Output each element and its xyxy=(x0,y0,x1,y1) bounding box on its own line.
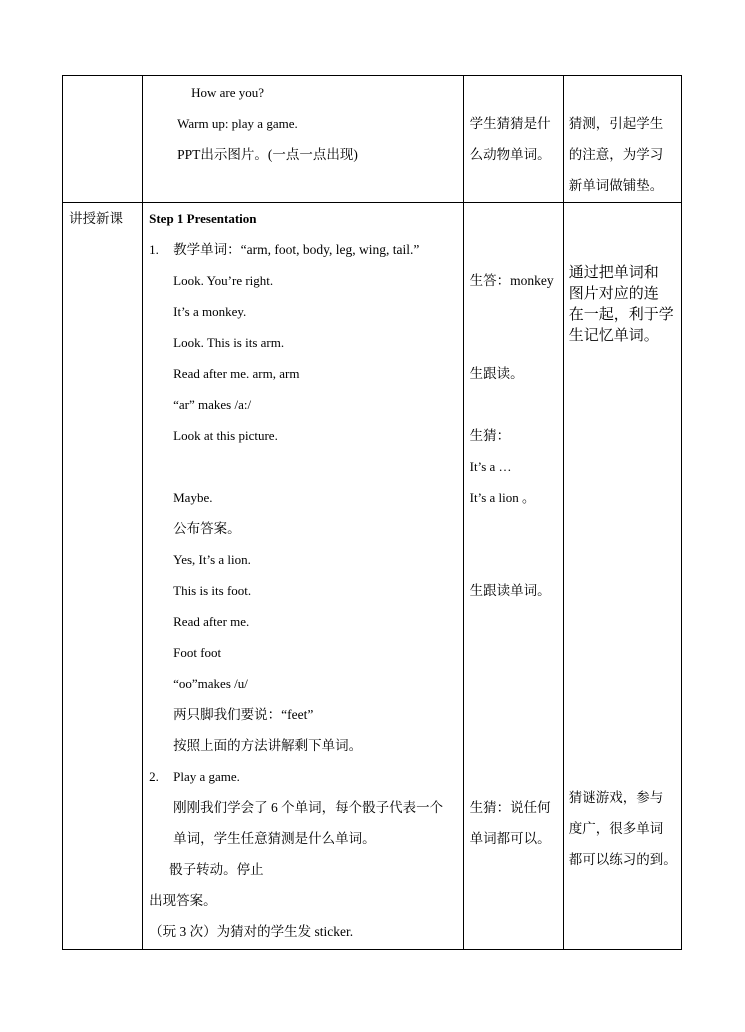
content-line: This is its foot. xyxy=(173,583,252,598)
activity-line: It’s a lion 。 xyxy=(469,490,535,505)
content-line: 单词，学生任意猜测是什么单词。 xyxy=(173,831,376,846)
purpose-line: 新单词做铺垫。 xyxy=(568,178,664,193)
purpose-line: 在一起，利于学 xyxy=(568,307,674,323)
purpose-line: 图片对应的连 xyxy=(568,286,659,302)
content-line: 公布答案。 xyxy=(173,521,241,536)
content-line: Yes, It’s a lion. xyxy=(173,552,251,567)
activity-line: 单词都可以。 xyxy=(469,831,551,846)
activity-line: 生猜： xyxy=(469,428,511,443)
purpose-line: 度广，很多单词 xyxy=(568,821,664,836)
content-line: Look at this picture. xyxy=(173,428,278,443)
content-line: 两只脚我们要说：“feet” xyxy=(173,707,314,722)
content-line: 按照上面的方法讲解剩下单词。 xyxy=(173,738,363,753)
content-line: 刚刚我们学会了 6 个单词，每个骰子代表一个 xyxy=(173,800,444,815)
table-row xyxy=(63,76,682,203)
purpose-line: 都可以练习的到。 xyxy=(568,852,677,867)
stage-label: 讲授新课 xyxy=(69,211,123,226)
activity-line: It’s a … xyxy=(469,459,512,474)
content-line: 骰子转动。停止 xyxy=(169,862,264,877)
activity-cell xyxy=(463,76,563,203)
content-line: Look. You’re right. xyxy=(173,273,274,288)
table-row xyxy=(63,203,682,950)
activity-line: 学生猜猜是什 xyxy=(469,116,551,131)
activity-line: 生答：monkey xyxy=(469,273,554,288)
content-line: Look. This is its arm. xyxy=(173,335,285,350)
item-number: 2. xyxy=(149,769,159,784)
purpose-line: 生记忆单词。 xyxy=(568,328,659,344)
content-cell xyxy=(143,76,464,203)
activity-cell xyxy=(463,203,563,950)
activity-line: 么动物单词。 xyxy=(469,147,551,162)
activity-line: 生跟读单词。 xyxy=(469,583,551,598)
purpose-line: 猜测，引起学生 xyxy=(568,116,664,131)
content-line: Warm up: play a game. xyxy=(177,116,298,131)
content-line: 出现答案。 xyxy=(149,893,217,908)
content-line: Foot foot xyxy=(173,645,222,660)
content-line: Maybe. xyxy=(173,490,213,505)
content-line: It’s a monkey. xyxy=(173,304,247,319)
content-line: PPT出示图片。(一点一点出现) xyxy=(177,147,358,162)
content-line: Read after me. arm, arm xyxy=(173,366,300,381)
stage-cell xyxy=(63,203,143,950)
purpose-line: 猜谜游戏，参与 xyxy=(568,790,664,805)
content-line: “ar” makes /a:/ xyxy=(173,397,252,412)
item-number: 1. xyxy=(149,242,159,257)
purpose-cell xyxy=(563,76,681,203)
activity-line: 生猜：说任何 xyxy=(469,800,551,815)
item-text: Play a game. xyxy=(173,769,240,784)
content-line: Read after me. xyxy=(173,614,250,629)
content-cell xyxy=(143,203,464,950)
purpose-line: 的注意，为学习 xyxy=(568,147,664,162)
section-heading: Step 1 Presentation xyxy=(149,211,257,226)
lesson-plan-table xyxy=(62,75,682,950)
content-line: “oo”makes /u/ xyxy=(173,676,248,691)
activity-line: 生跟读。 xyxy=(469,366,524,381)
content-line: （玩 3 次）为猜对的学生发 sticker. xyxy=(149,924,354,939)
content-line: How are you? xyxy=(191,85,265,100)
purpose-cell xyxy=(563,203,681,950)
stage-cell xyxy=(63,76,143,203)
purpose-line: 通过把单词和 xyxy=(568,265,659,281)
item-text: 教学单词：“arm, foot, body, leg, wing, tail.” xyxy=(173,242,420,257)
